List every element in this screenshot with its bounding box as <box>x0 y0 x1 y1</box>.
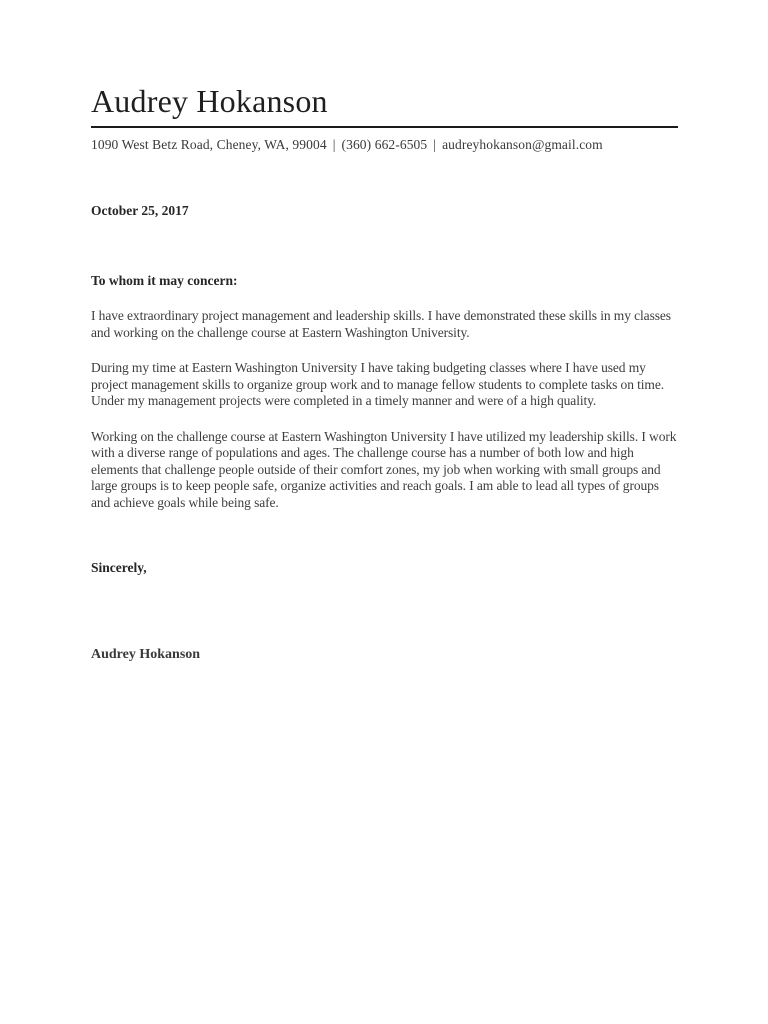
contact-phone: (360) 662-6505 <box>341 137 428 153</box>
contact-address: 1090 West Betz Road, Cheney, WA, 99004 <box>91 137 327 153</box>
letter-signature: Audrey Hokanson <box>91 647 201 663</box>
body-paragraph-1: I have extraordinary project management and leadership skills. I have demonstrated these skills in my classes and working on the challenge course at Eastern Washington University. <box>91 308 671 340</box>
letter-date: October 25, 2017 <box>91 203 189 219</box>
contact-line <box>91 137 678 153</box>
letter-closing: Sincerely, <box>91 560 147 576</box>
body-paragraph-2: During my time at Eastern Washington University I have taking budgeting classes where I have used my project management skills to organize group work and to manage fellow students to complete tasks on time. Under my management projects were completed in a timely manner and were of a high quality. <box>91 360 664 409</box>
letter-author-name: Audrey Hokanson <box>91 83 328 119</box>
header-rule <box>91 126 678 128</box>
contact-email: audreyhokanson@gmail.com <box>442 137 603 153</box>
contact-separator: | <box>433 137 437 153</box>
contact-separator: | <box>332 137 336 153</box>
body-paragraph-3: Working on the challenge course at Eastern Washington University I have utilized my leadership skills. I work with a diverse range of populations and ages. The challenge course has a number of both low and high elements that challenge people outside of their comfort zones, my job when working with small groups and large groups is to keep people safe, organize activities and reach goals. I am able to lead all types of groups and achieve goals while being safe. <box>91 428 677 510</box>
letter-salutation: To whom it may concern: <box>91 273 238 289</box>
